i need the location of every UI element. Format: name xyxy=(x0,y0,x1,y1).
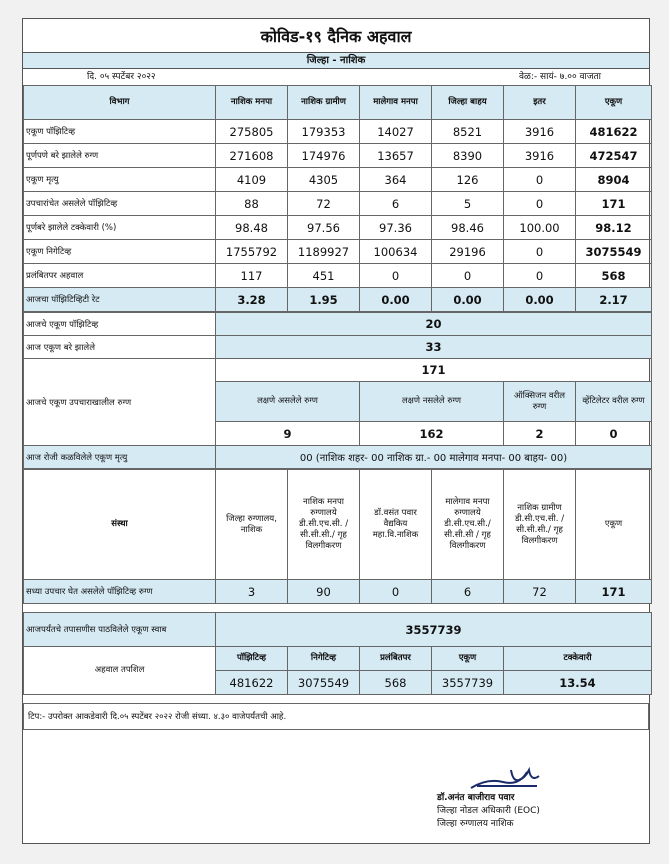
cell: 72 xyxy=(288,192,360,216)
oxygen-value: 2 xyxy=(504,422,576,446)
row-label: एकूण मृत्यु xyxy=(24,168,216,192)
cell: 271608 xyxy=(216,144,288,168)
today-recovered-label: आज एकूण बरे झालेले xyxy=(24,336,216,359)
report-col-percentage: टक्केवारी xyxy=(504,647,652,671)
cell: 364 xyxy=(360,168,432,192)
report-col-positive: पॉझिटिव्ह xyxy=(216,647,288,671)
institution-nashik-rural: नाशिक ग्रामीण डी.सी.एच.सी. /सी.सी.सी./ गृह विलगीकरण xyxy=(504,470,576,580)
ventilator-header: व्हेंटिलेटर वरील रुग्ण xyxy=(576,382,652,422)
total-cell: 171 xyxy=(576,580,652,604)
cell: 0 xyxy=(504,240,576,264)
cell: 568 xyxy=(360,671,432,695)
cell: 0.00 xyxy=(432,288,504,312)
cell: 6 xyxy=(360,192,432,216)
main-table xyxy=(23,85,652,312)
deaths-today-value: 00 (नाशिक शहर- 00 नाशिक ग्रा.- 00 मालेगाव मनपा- 00 बाहय- 00) xyxy=(216,446,652,469)
cell: 3916 xyxy=(504,144,576,168)
cell: 0 xyxy=(504,264,576,288)
signature-image-icon xyxy=(467,764,547,792)
asymptomatic-header: लक्षणे नसलेले रुग्ण xyxy=(360,382,504,422)
cell: 90 xyxy=(288,580,360,604)
col-header-outside-district: जिल्हा बाहय xyxy=(432,86,504,120)
cell: 0 xyxy=(360,580,432,604)
row-label: पूर्णबरे झालेले टक्केवारी (%) xyxy=(24,216,216,240)
today-recovered-row xyxy=(24,336,652,359)
percentage-cell: 13.54 xyxy=(504,671,652,695)
cell: 0.00 xyxy=(360,288,432,312)
total-cell: 3075549 xyxy=(576,240,652,264)
institutions-table xyxy=(23,469,652,604)
today-positive-row xyxy=(24,313,652,336)
under-treatment-total: 171 xyxy=(216,359,652,382)
cell: 0.00 xyxy=(504,288,576,312)
cell: 275805 xyxy=(216,120,288,144)
today-table xyxy=(23,312,652,469)
table-row xyxy=(24,144,652,168)
samples-value: 3557739 xyxy=(216,613,652,647)
cell: 8390 xyxy=(432,144,504,168)
institution-nashik-mnc: नाशिक मनपा रुग्णालये डी.सी.एच.सी. / सी.सी.सी./ गृह विलगीकरण xyxy=(288,470,360,580)
cell: 100634 xyxy=(360,240,432,264)
symptomatic-header: लक्षणे असलेले रुग्ण xyxy=(216,382,360,422)
district-label: जिल्हा - नाशिक xyxy=(23,53,649,69)
cell: 3916 xyxy=(504,120,576,144)
cell: 3.28 xyxy=(216,288,288,312)
report-header-row xyxy=(24,647,652,671)
under-treatment-label: आजचे एकूण उपचाराखालील रुग्ण xyxy=(24,359,216,446)
cell: 0 xyxy=(432,264,504,288)
cell: 1.95 xyxy=(288,288,360,312)
header-row xyxy=(24,86,652,120)
table-row xyxy=(24,240,652,264)
date-line xyxy=(23,69,649,85)
total-cell: 472547 xyxy=(576,144,652,168)
cell: 98.48 xyxy=(216,216,288,240)
cell: 13657 xyxy=(360,144,432,168)
cell: 3557739 xyxy=(432,671,504,695)
col-header-nashik-mnc: नाशिक मनपा xyxy=(216,86,288,120)
table-row xyxy=(24,120,652,144)
cell: 97.36 xyxy=(360,216,432,240)
today-positive-value: 20 xyxy=(216,313,652,336)
deaths-today-row xyxy=(24,446,652,469)
report-col-pending: प्रलंबितपर xyxy=(360,647,432,671)
cell: 72 xyxy=(504,580,576,604)
institutions-header-row xyxy=(24,470,652,580)
col-header-nashik-rural: नाशिक ग्रामीण xyxy=(288,86,360,120)
col-header-division: विभाग xyxy=(24,86,216,120)
oxygen-header: ऑक्सिजन वरील रुग्ण xyxy=(504,382,576,422)
cell: 14027 xyxy=(360,120,432,144)
institution-vasant-pawar: डॉ.वसंत पवार वैद्यकिय महा.वि.नाशिक xyxy=(360,470,432,580)
cell: 0 xyxy=(504,168,576,192)
institutions-row-label: सध्या उपचार घेत असलेले पॉझिटिव्ह रुग्ण xyxy=(24,580,216,604)
cell: 179353 xyxy=(288,120,360,144)
signature-block xyxy=(437,764,627,831)
row-label: प्रलंबितपर अहवाल xyxy=(24,264,216,288)
signatory-office: जिल्हा रुग्णालय नाशिक xyxy=(437,819,514,829)
cell: 4109 xyxy=(216,168,288,192)
report-col-total: एकूण xyxy=(432,647,504,671)
total-cell: 98.12 xyxy=(576,216,652,240)
total-cell: 2.17 xyxy=(576,288,652,312)
cell: 88 xyxy=(216,192,288,216)
col-header-malegaon: मालेगाव मनपा xyxy=(360,86,432,120)
today-recovered-value: 33 xyxy=(216,336,652,359)
cell: 100.00 xyxy=(504,216,576,240)
total-cell: 171 xyxy=(576,192,652,216)
cell: 1189927 xyxy=(288,240,360,264)
today-positive-label: आजचे एकूण पॉझिटिव्ह xyxy=(24,313,216,336)
report-time: वेळ:- सायं- ७.०० वाजता xyxy=(519,72,601,82)
row-label: पूर्णपणे बरे झालेले रुग्ण xyxy=(24,144,216,168)
institution-label: संस्था xyxy=(24,470,216,580)
cell: 29196 xyxy=(432,240,504,264)
report-col-negative: निगेटिव्ह xyxy=(288,647,360,671)
row-label: आजचा पॉझिटिव्हिटी रेट xyxy=(24,288,216,312)
table-row xyxy=(24,288,652,312)
col-header-others: इतर xyxy=(504,86,576,120)
cell: 98.46 xyxy=(432,216,504,240)
total-cell: 8904 xyxy=(576,168,652,192)
samples-table xyxy=(23,612,652,695)
total-cell: 568 xyxy=(576,264,652,288)
cell: 8521 xyxy=(432,120,504,144)
footnote: टिप:- उपरोक्त आकडेवारी दि.०५ स्पटेंबर २०२२ रोजी संध्या. ४.३० वाजेपर्यंतची आहे. xyxy=(24,704,649,730)
cell: 451 xyxy=(288,264,360,288)
deaths-today-label: आज रोजी कळविलेले एकूण मृत्यु xyxy=(24,446,216,469)
row-label: एकूण निगेटिव्ह xyxy=(24,240,216,264)
institution-malegaon-mnc: मालेगाव मनपा रुग्णालये डी.सी.एच.सी./ सी.सी.सी / गृह विलगीकरण xyxy=(432,470,504,580)
report-date: दि. ०५ स्पटेंबर २०२२ xyxy=(87,72,156,82)
cell: 0 xyxy=(360,264,432,288)
cell: 1755792 xyxy=(216,240,288,264)
signatory-designation: जिल्हा नोडल अधिकारी (EOC) xyxy=(437,806,540,816)
symptomatic-value: 9 xyxy=(216,422,360,446)
report-title: कोविड-१९ दैनिक अहवाल xyxy=(23,19,649,53)
row-label: उपचारांचेत असलेले पॉझिटिव्ह xyxy=(24,192,216,216)
cell: 3 xyxy=(216,580,288,604)
under-treatment-total-row xyxy=(24,359,652,382)
ventilator-value: 0 xyxy=(576,422,652,446)
cell: 126 xyxy=(432,168,504,192)
table-row xyxy=(24,168,652,192)
note-table xyxy=(23,703,649,730)
report-label: अहवाल तपशिल xyxy=(24,647,216,695)
asymptomatic-value: 162 xyxy=(360,422,504,446)
cell: 174976 xyxy=(288,144,360,168)
institution-district-hospital: जिल्हा रुग्णालय, नाशिक xyxy=(216,470,288,580)
total-cell: 481622 xyxy=(576,120,652,144)
table-row xyxy=(24,216,652,240)
cell: 4305 xyxy=(288,168,360,192)
institutions-values-row xyxy=(24,580,652,604)
cell: 117 xyxy=(216,264,288,288)
cell: 0 xyxy=(504,192,576,216)
cell: 97.56 xyxy=(288,216,360,240)
cell: 3075549 xyxy=(288,671,360,695)
signatory-name: डॉ.अनंत बाजीराव पवार xyxy=(437,793,515,803)
institution-total: एकूण xyxy=(576,470,652,580)
cell: 481622 xyxy=(216,671,288,695)
cell: 6 xyxy=(432,580,504,604)
samples-row xyxy=(24,613,652,647)
cell: 5 xyxy=(432,192,504,216)
row-label: एकूण पॉझिटिव्ह xyxy=(24,120,216,144)
table-row xyxy=(24,192,652,216)
table-row xyxy=(24,264,652,288)
samples-label: आजपर्यंतचे तपासणीस पाठविलेले एकूण स्वाब xyxy=(24,613,216,647)
report-sheet xyxy=(22,18,650,844)
col-header-total: एकूण xyxy=(576,86,652,120)
